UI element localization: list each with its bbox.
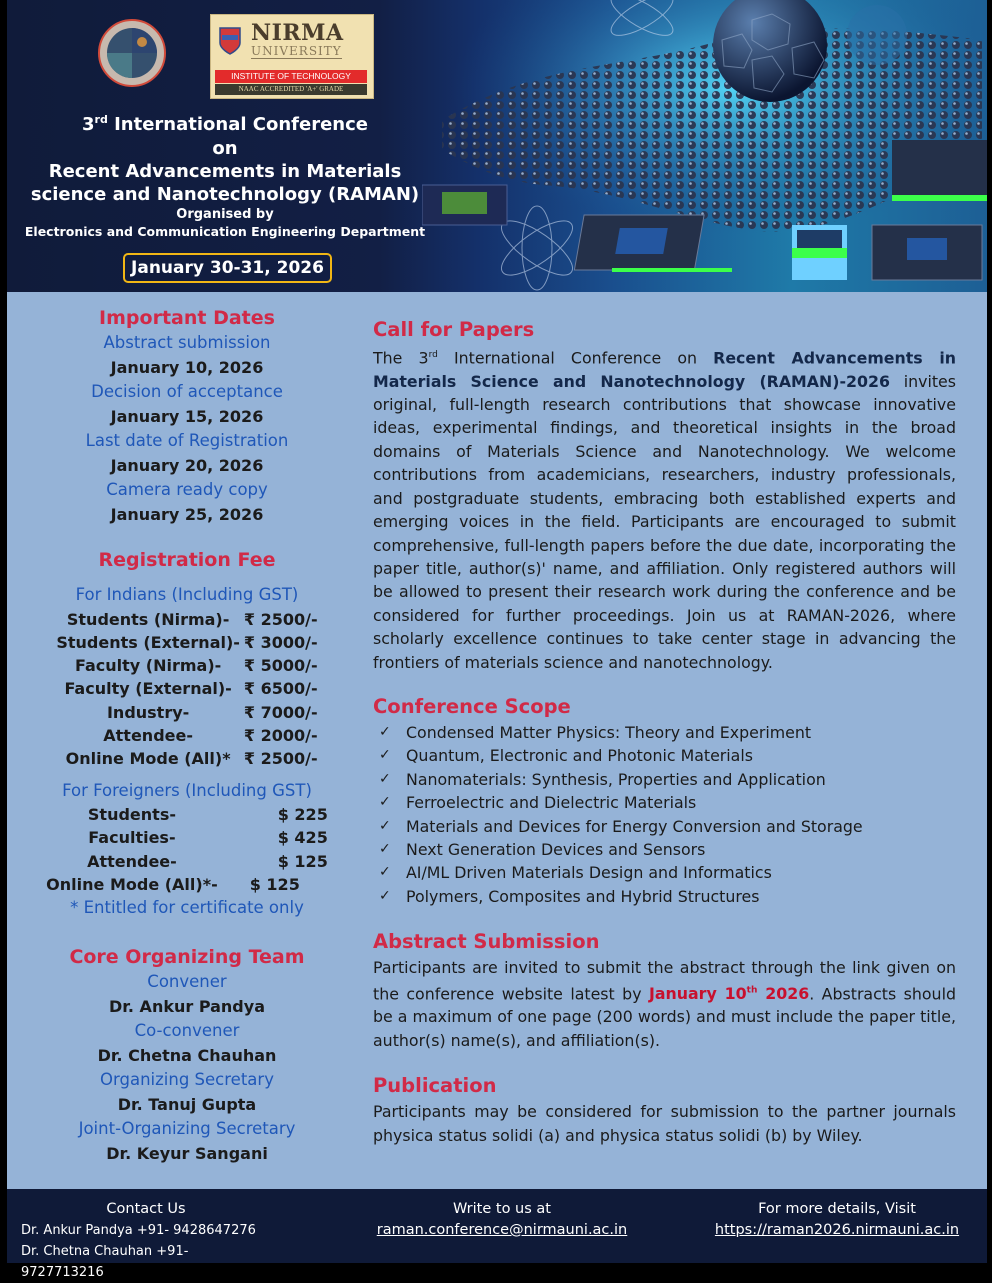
fee-category: Faculty (External)- [64,679,232,699]
team-member-name: Dr. Ankur Pandya [109,996,265,1016]
fee-category: Attendee- [87,851,177,871]
fee-row [56,608,317,631]
conference-dates: January 30-31, 2026 [123,253,332,283]
publication-text: Participants may be considered for submission to the partner journals physica status solidi (a) and physica status solidi (b) by Wiley. [373,1102,956,1145]
scope-item-text: AI/ML Driven Materials Design and Informatics [406,863,772,883]
contact-phone[interactable]: Dr. Ankur Pandya +91- 9428647276 [21,1223,256,1238]
poster [7,0,987,1280]
fee-amount: $ 125 [277,851,328,871]
scope-item-text: Polymers, Composites and Hybrid Structures [406,886,760,906]
scope-list [373,721,956,908]
title-line-4: science and Nanotechnology (RAMAN) [30,184,420,205]
indians-fee-heading: For Indians (Including GST) [75,585,299,604]
cfp-body: invites original, full-length research contributions that showcase innovative ideas, experimental findings, and theoretical insights in the broad domains of Materials Science and Nanotechnology. We welcome contributions from academicians, researchers, industry professionals, and postgraduate students, embracing both established experts and emerging voices in the field. Participants are encouraged to submit comprehensive, full-length papers before the due date, incorporating the paper title, author(s)' name, and affiliation. Only registered authors will be allowed to present their research work during the conference and be considered for further proceedings. Join us at RAMAN-2026, where scholarly excellence continues to take center stage in advancing the frontiers of materials science and nanotechnology. [373,371,956,672]
abstract-deadline-date: January 10 [648,983,747,1003]
scope-item-text: Materials and Devices for Energy Conversion and Storage [406,816,863,836]
fee-amount: ₹ 7000/- [243,702,318,722]
check-icon: ✓ [379,794,391,811]
fee-amount: ₹ 2500/- [243,609,318,629]
nirma-university-text: UNIVERSITY [251,44,342,58]
abstract-deadline [649,984,809,1003]
email-section [367,1199,637,1241]
cfp-intro: The [373,348,419,368]
fee-row [46,873,328,896]
fee-row [46,850,328,873]
scope-item [379,744,956,767]
fee-category: Attendee- [103,725,193,745]
fee-category: Faculty (Nirma)- [74,656,222,676]
nirma-university-logo [210,14,374,99]
website-section [707,1199,967,1241]
date-value: January 25, 2026 [110,504,264,524]
fee-amount: ₹ 5000/- [243,656,318,676]
raman-conference-logo [97,12,167,94]
scope-item [379,885,956,908]
publication-heading: Publication [373,1074,497,1098]
check-icon: ✓ [379,887,391,904]
title-line-1 [7,108,443,137]
cfp-conference-name: Recent Advancements in Materials Science and Nanotechnology (RAMAN)-2026 [373,348,956,391]
fee-amount: ₹ 3000/- [243,632,318,652]
team-role: Organizing Secretary [100,1070,274,1090]
abstract-deadline-year: 2026 [757,983,810,1003]
scope-item [379,791,956,814]
check-icon: ✓ [379,770,391,787]
microchip-2 [792,225,847,280]
fee-category: Industry- [106,702,190,722]
cfp-intro-mid: International Conference on [437,348,714,368]
fee-row [56,677,317,700]
scope-item-text: Nanomaterials: Synthesis, Properties and Application [406,769,826,789]
registration-fee-heading: Registration Fee [98,549,276,571]
date-label: Camera ready copy [106,480,268,499]
fee-row [56,654,317,677]
date-label: Last date of Registration [85,431,289,450]
important-dates-heading: Important Dates [99,307,275,329]
fee-row [56,747,317,770]
indians-fee-table [56,608,317,771]
team-role: Convener [147,972,227,992]
fee-category: Students (Nirma)- [66,609,230,629]
contact-phone[interactable]: Dr. Chetna Chauhan +91-9727713216 [21,1244,189,1280]
certificate-note: * Entitled for certificate only [70,898,304,918]
abstract-text-after: . Abstracts should be a maximum of one page (200 words) and must include the paper title, author(s) name(s), and affiliation(s). [373,983,956,1050]
website-link[interactable]: https://raman2026.nirmauni.ac.in [714,1222,960,1238]
foreigners-fee-table [46,803,328,896]
date-label: Decision of acceptance [91,382,283,401]
fee-row [56,631,317,654]
email-link[interactable]: raman.conference@nirmauni.ac.in [376,1222,628,1238]
naac-band: NAAC ACCREDITED 'A+' GRADE [215,84,367,95]
team-role: Joint-Organizing Secretary [78,1119,296,1139]
fee-amount: ₹ 2500/- [243,749,318,769]
edition-number: 3 [81,114,95,135]
contact-heading: Contact Us [106,1201,186,1217]
abstract-submission-text [373,956,956,1052]
fee-category: Faculties- [88,828,176,848]
important-dates-list [7,331,367,527]
call-for-papers-text [373,344,956,674]
check-icon: ✓ [379,747,391,764]
check-icon: ✓ [379,817,391,834]
right-column [373,316,956,1147]
nirma-shield-icon [219,27,241,55]
visit-heading: For more details, Visit [758,1201,916,1217]
fee-row [56,701,317,724]
scope-item [379,768,956,791]
scope-item-text: Ferroelectric and Dielectric Materials [406,793,697,813]
fee-category: Online Mode (All)*- [46,874,218,894]
scope-item-text: Next Generation Devices and Sensors [406,839,706,859]
nanotech-illustration [422,0,987,292]
fee-amount: ₹ 2000/- [243,725,318,745]
conference-title [7,108,443,240]
abstract-submission-heading: Abstract Submission [373,930,600,954]
fee-row [46,826,328,849]
fee-amount: $ 125 [249,874,300,894]
fee-category: Students- [87,805,176,825]
foreigners-fee-heading: For Foreigners (Including GST) [62,780,312,800]
title-on: on [212,138,238,159]
edition-suffix: rd [94,113,108,126]
fee-category: Online Mode (All)* [65,749,231,769]
conference-scope-heading: Conference Scope [373,694,571,718]
write-heading: Write to us at [453,1201,551,1217]
fee-amount: $ 425 [277,828,328,848]
title-line-1-text: International Conference [107,114,369,135]
fee-row [46,803,328,826]
scope-item [379,838,956,861]
fee-amount: ₹ 6500/- [243,679,318,699]
date-label: Abstract submission [103,333,271,352]
left-column [7,305,367,1166]
fee-category: Students (External)- [56,632,240,652]
organised-by: Organised by [176,207,274,222]
contact-section [21,1199,271,1283]
cfp-edition-number: 3 [418,348,429,368]
cfp-edition-suffix: rd [428,350,438,360]
abstract-text-before: Participants are invited to submit the abstract through the link given on the conference website latest by [373,958,956,1003]
team-member-name: Dr. Keyur Sangani [106,1143,268,1163]
scope-item [379,861,956,884]
date-value: January 20, 2026 [110,455,264,475]
fee-amount: $ 225 [277,805,328,825]
title-line-3: Recent Advancements in Materials [48,161,402,182]
nirma-name: NIRMA [251,20,344,46]
header-banner [7,0,987,292]
institute-of-technology-band: INSTITUTE OF TECHNOLOGY [215,70,367,83]
check-icon: ✓ [379,840,391,857]
call-for-papers-heading: Call for Papers [373,318,535,341]
scope-item [379,721,956,744]
scope-item-text: Quantum, Electronic and Photonic Materials [406,746,753,766]
team-member-name: Dr. Chetna Chauhan [97,1045,277,1065]
core-team-heading: Core Organizing Team [69,946,305,969]
date-value: January 15, 2026 [110,406,264,426]
core-team-list [7,970,367,1166]
scope-item-text: Condensed Matter Physics: Theory and Experiment [406,722,812,742]
abstract-deadline-suffix: th [746,985,758,996]
scope-item [379,815,956,838]
footer [7,1189,987,1280]
team-member-name: Dr. Tanuj Gupta [117,1094,257,1114]
check-icon: ✓ [379,864,391,881]
check-icon: ✓ [379,723,391,740]
fee-row [56,724,317,747]
department: Electronics and Communication Engineering Department [24,224,426,239]
team-role: Co-convener [134,1021,240,1041]
date-value: January 10, 2026 [110,357,264,377]
